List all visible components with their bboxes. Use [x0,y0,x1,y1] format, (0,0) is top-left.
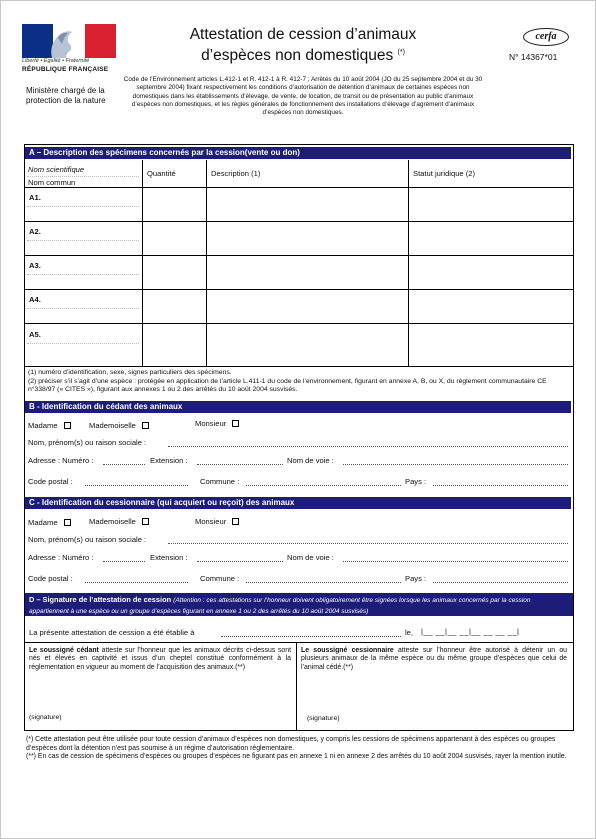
row-divider [25,289,573,290]
section-d-note: (Attention : ces attestations sur l’honneur doivent obligatoirement être signées lorsque les animaux concernés par la cession appartiennent à une espèce ou un groupe d’espèces figurant en annexe 1 ou 2 des arrêtés du 10 août 2004 susvisés) [29,597,531,615]
street-label: Nom de voie : [287,456,334,465]
row-divider [25,366,573,367]
cell-divider [27,240,139,241]
section-b-header: B - Identification du cédant des animaux [25,401,571,413]
madame-label: Madame [28,421,58,430]
extension-field[interactable] [197,561,283,562]
monsieur-label: Monsieur [195,517,227,526]
address-number-field[interactable] [103,561,145,562]
extension-label: Extension : [150,553,188,562]
name-label: Nom, prénom(s) ou raison sociale : [28,438,147,447]
commune-field[interactable] [246,485,401,486]
col-divider [296,642,297,730]
extension-label: Extension : [150,456,188,465]
col-divider [408,160,409,366]
col-legal-status: Statut juridique (2) [413,169,476,178]
section-a-header: A – Description des spécimens concernés par la cession(vente ou don) [25,147,571,159]
footnotes [26,736,572,762]
footnote-double-star: (**) En cas de cession de spécimens d’espèces ou groupes d’espèces ne figurant pas en annexe 1 ni en annexe 2 des arrêtés du 10 août 2004 susvisés, rayer la mention inutile. [26,753,567,761]
cessionnaire-attestation [301,647,567,672]
title-madame [28,421,71,430]
country-label: Pays : [405,574,427,583]
signature-cessionnaire[interactable]: (signature) [307,715,340,722]
monsieur-checkbox[interactable] [232,420,239,427]
extension-field[interactable] [197,464,283,465]
section-c-header: C - Identification du cessionnaire (qui acquiert ou reçoit) des animaux [25,497,571,509]
cerfa-number: N° 14367*01 [509,52,558,62]
row-label-a2: A2. [29,227,41,236]
row-divider [25,642,573,643]
mademoiselle-checkbox[interactable] [142,422,149,429]
address-number-label: Adresse : Numéro : [28,456,94,465]
street-field[interactable] [343,464,568,465]
republic-motto: Liberté • Égalité • Fraternité [22,58,90,64]
note-identification: (1) numéro d’identification, sexe, signes particuliers des spécimens. [28,369,232,376]
postal-code-label: Code postal : [28,574,73,583]
name-label: Nom, prénom(s) ou raison sociale : [28,535,147,544]
madame-checkbox[interactable] [64,422,71,429]
footnote-star: (*) Cette attestation peut être utilisée pour toute cession d’animaux d’espèces non domestiques, y compris les cessions de spécimens appartenant à des espèces ou groupes d’espèces dont la détention n’est pas soumise à un régime d’autorisation réglementaire. [26,736,556,752]
cerfa-logo: cerfa [523,28,569,46]
signature-cedant[interactable]: (signature) [29,714,62,721]
row-divider [25,255,573,256]
cell-divider [27,308,139,309]
form-frame [24,144,574,731]
title-mademoiselle [89,517,149,526]
col-description: Description (1) [211,169,261,178]
address-number-label: Adresse : Numéro : [28,553,94,562]
title-monsieur [195,419,239,428]
mademoiselle-label: Mademoiselle [89,517,136,526]
title-line-1: Attestation de cession d’animaux [189,26,417,43]
row-label-a5: A5. [29,330,41,339]
cell-divider [27,206,139,207]
cessionnaire-label: Le soussigné cessionnaire [301,647,394,654]
established-at-label: La présente attestation de cession a été établie à [29,628,195,637]
note-legal-status: (2) préciser s’il s’agit d’une espèce : protégée en application de l’article L.411-1 du code de l’environnement, figurant en annexe A, B, ou X, du règlement communautaire CE n°338/97 (« CITES »), figurant aux annexes 1 ou 2 des arrêtés du 10 août 2004 susvisés. [28,378,547,394]
row-divider [25,221,573,222]
established-at-field[interactable] [221,636,401,637]
madame-checkbox[interactable] [64,519,71,526]
date-label: le, [405,628,414,637]
country-field[interactable] [433,582,568,583]
monsieur-label: Monsieur [195,419,227,428]
street-field[interactable] [343,561,568,562]
cell-divider [27,343,139,344]
madame-label: Madame [28,518,58,527]
cedant-text: atteste sur l’honneur que les animaux décrits ci-dessus sont nés et élevés en captivité et issus d’un cheptel constitué conformément à la réglementation en vigueur au moment de l’acquisition des animaux.(**) [29,647,291,671]
row-divider [25,187,573,188]
cell-divider [27,274,139,275]
col-common-name: Nom commun [28,178,76,187]
name-field[interactable] [168,446,568,447]
title-mark: (*) [397,49,405,56]
commune-label: Commune : [200,477,240,486]
mademoiselle-checkbox[interactable] [142,518,149,525]
address-number-field[interactable] [103,464,145,465]
country-label: Pays : [405,477,427,486]
title-line-2 [168,44,438,65]
cedant-attestation [29,647,291,672]
postal-code-label: Code postal : [28,477,73,486]
country-field[interactable] [433,485,568,486]
row-label-a3: A3. [29,261,41,270]
title-line-2-text: d’espèces non domestiques [201,47,394,65]
republic-name: RÉPUBLIQUE FRANÇAISE [22,66,109,73]
street-label: Nom de voie : [287,553,334,562]
title-mademoiselle [89,421,149,430]
col-divider [142,160,143,366]
cedant-label: Le soussigné cédant [29,647,99,654]
row-label-a4: A4. [29,295,41,304]
title-madame [28,518,71,527]
cell-divider [27,176,139,177]
commune-label: Commune : [200,574,240,583]
monsieur-checkbox[interactable] [232,518,239,525]
section-d-header [25,593,573,616]
col-quantity: Quantité [147,169,176,178]
section-d-title: D – Signature de l’attestation de cession [29,595,172,604]
postal-code-field[interactable] [85,485,188,486]
date-field[interactable]: |__ __|__ __|__ __ __ __| [421,627,520,636]
col-divider [206,160,207,366]
col-scientific-name: Nom scientifique [28,165,85,174]
cessionnaire-text: atteste sur l’honneur être autorisé à détenir un ou plusieurs animaux de la même espèce ou du même groupe d’espèces que celui de l’animal cédé.(**) [301,647,567,671]
row-divider [25,323,573,324]
mademoiselle-label: Mademoiselle [89,421,136,430]
form-title [168,26,438,65]
legal-references: Code de l’Environnement articles L.412-1 et R. 412-1 à R. 412-7 ; Arrêtés du 10 août 2004 (JO du 25 septembre 2004 et du 30 septembre 2004) fixant respectivement les conditions d’autorisation de détention d’animaux de certaines espèces non domestiques dans les établissements d’élevage, de vente, de location, de transit ou de présentation au public d’animaux d’espèces non domestiques, et les règles générales de fonctionnement des installations d’élevage d’agrément d’animaux d’espèces non domestiques. [123,76,483,117]
postal-code-field[interactable] [85,582,188,583]
ministry-label: Ministère chargé de la protection de la nature [26,86,106,105]
name-field[interactable] [168,543,568,544]
title-monsieur [195,517,239,526]
commune-field[interactable] [246,582,401,583]
row-label-a1: A1. [29,193,41,202]
